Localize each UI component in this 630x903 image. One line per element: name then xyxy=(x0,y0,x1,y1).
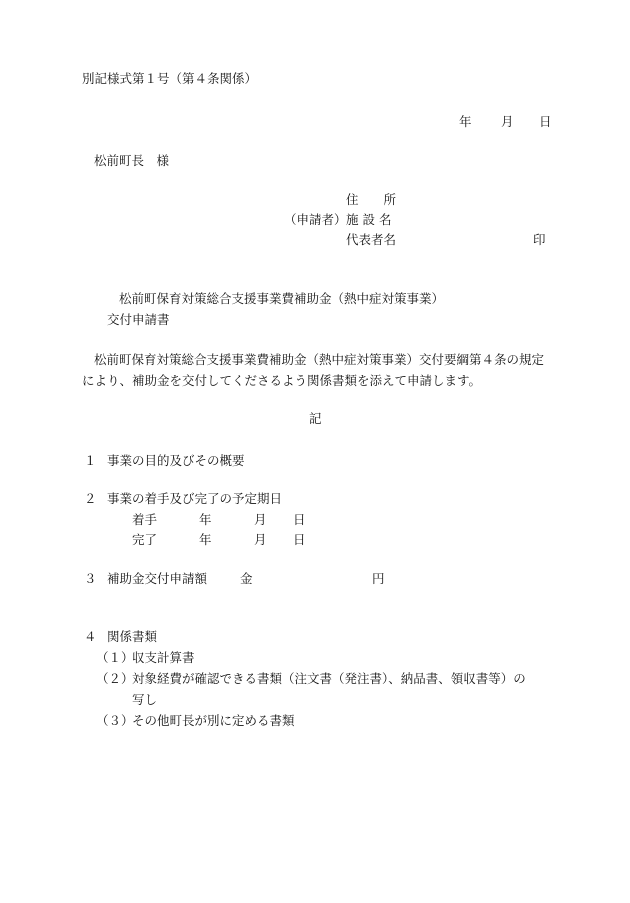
body-paragraph xyxy=(82,349,552,391)
date-day: 日 xyxy=(539,114,552,129)
doc-2-number: （２） xyxy=(96,671,134,686)
ki-heading: 記 xyxy=(309,411,322,426)
item-2-number: ２ xyxy=(84,491,97,506)
start-month: 月 xyxy=(254,512,267,527)
yen-label: 円 xyxy=(372,571,385,586)
start-label: 着手 xyxy=(132,512,158,527)
title-line-2: 交付申請書 xyxy=(107,312,170,327)
doc-2-text: 対象経費が確認できる書類（注文書（発注書）、納品書、領収書等）の xyxy=(132,671,526,686)
doc-2-continuation: 写し xyxy=(132,692,158,707)
address-label: 住 所 xyxy=(346,192,397,207)
doc-1-text: 収支計算書 xyxy=(132,650,195,665)
item-3-label: 補助金交付申請額 xyxy=(107,571,208,586)
finish-year: 年 xyxy=(199,532,212,547)
body-text: 松前町保育対策総合支援事業費補助金（熱中症対策事業）交付要綱第４条の規定により、補助金を交付してくださるよう関係書類を添えて申請します。 xyxy=(82,352,545,388)
title-line-1: 松前町保育対策総合支援事業費補助金（熱中症対策事業） xyxy=(119,291,445,306)
facility-label: 施 設 名 xyxy=(346,212,392,227)
item-4-label: 関係書類 xyxy=(107,629,158,644)
doc-3-text: その他町長が別に定める書類 xyxy=(132,713,295,728)
finish-day: 日 xyxy=(293,532,306,547)
item-2-label: 事業の着手及び完了の予定期日 xyxy=(107,491,283,506)
finish-label: 完了 xyxy=(132,532,158,547)
item-1-label: 事業の目的及びその概要 xyxy=(107,453,245,468)
seal-mark: 印 xyxy=(533,232,546,247)
applicant-role: （申請者） xyxy=(284,212,347,227)
kin-label: 金 xyxy=(240,571,253,586)
date-month: 月 xyxy=(501,114,514,129)
start-day: 日 xyxy=(293,512,306,527)
doc-1-number: （１） xyxy=(96,650,134,665)
addressee: 松前町長 様 xyxy=(94,153,170,168)
start-year: 年 xyxy=(199,512,212,527)
date-year: 年 xyxy=(459,114,472,129)
form-id: 別記様式第１号（第４条関係） xyxy=(82,71,258,86)
representative-label: 代表者名 xyxy=(346,232,397,247)
item-3-number: ３ xyxy=(84,571,97,586)
doc-3-number: （３） xyxy=(96,713,134,728)
item-1-number: １ xyxy=(84,453,97,468)
finish-month: 月 xyxy=(254,532,267,547)
item-4-number: ４ xyxy=(84,629,97,644)
